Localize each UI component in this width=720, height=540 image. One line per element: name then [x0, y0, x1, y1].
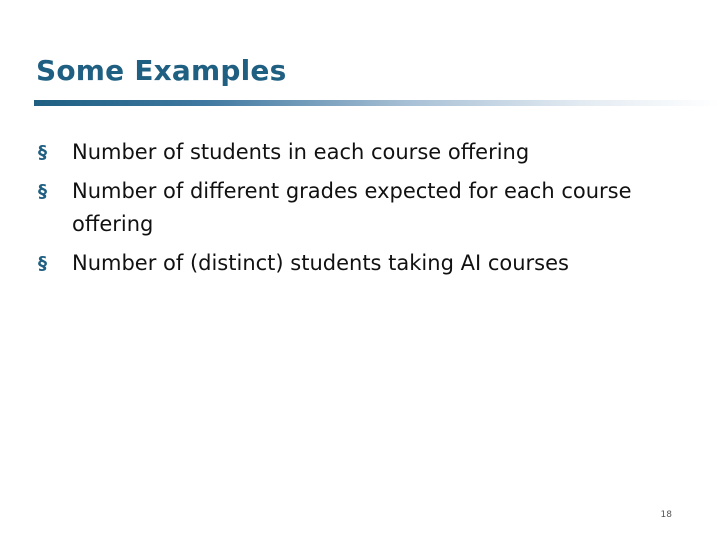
bullet-text: Number of students in each course offering: [72, 140, 530, 164]
bullet-marker-icon: §: [38, 181, 47, 202]
bullet-text: Number of (distinct) students taking AI courses: [72, 251, 569, 275]
bullet-marker-icon: §: [38, 253, 47, 274]
title-underline-rule: [34, 100, 720, 106]
page-number: 18: [660, 510, 672, 520]
bullet-text: Number of different grades expected for each course offering: [72, 179, 632, 236]
bullet-item: [38, 175, 678, 241]
slide-title: Some Examples: [36, 54, 287, 87]
bullet-item: [38, 136, 678, 169]
bullet-list: [38, 136, 678, 286]
bullet-marker-icon: §: [38, 142, 47, 163]
bullet-item: [38, 247, 678, 280]
